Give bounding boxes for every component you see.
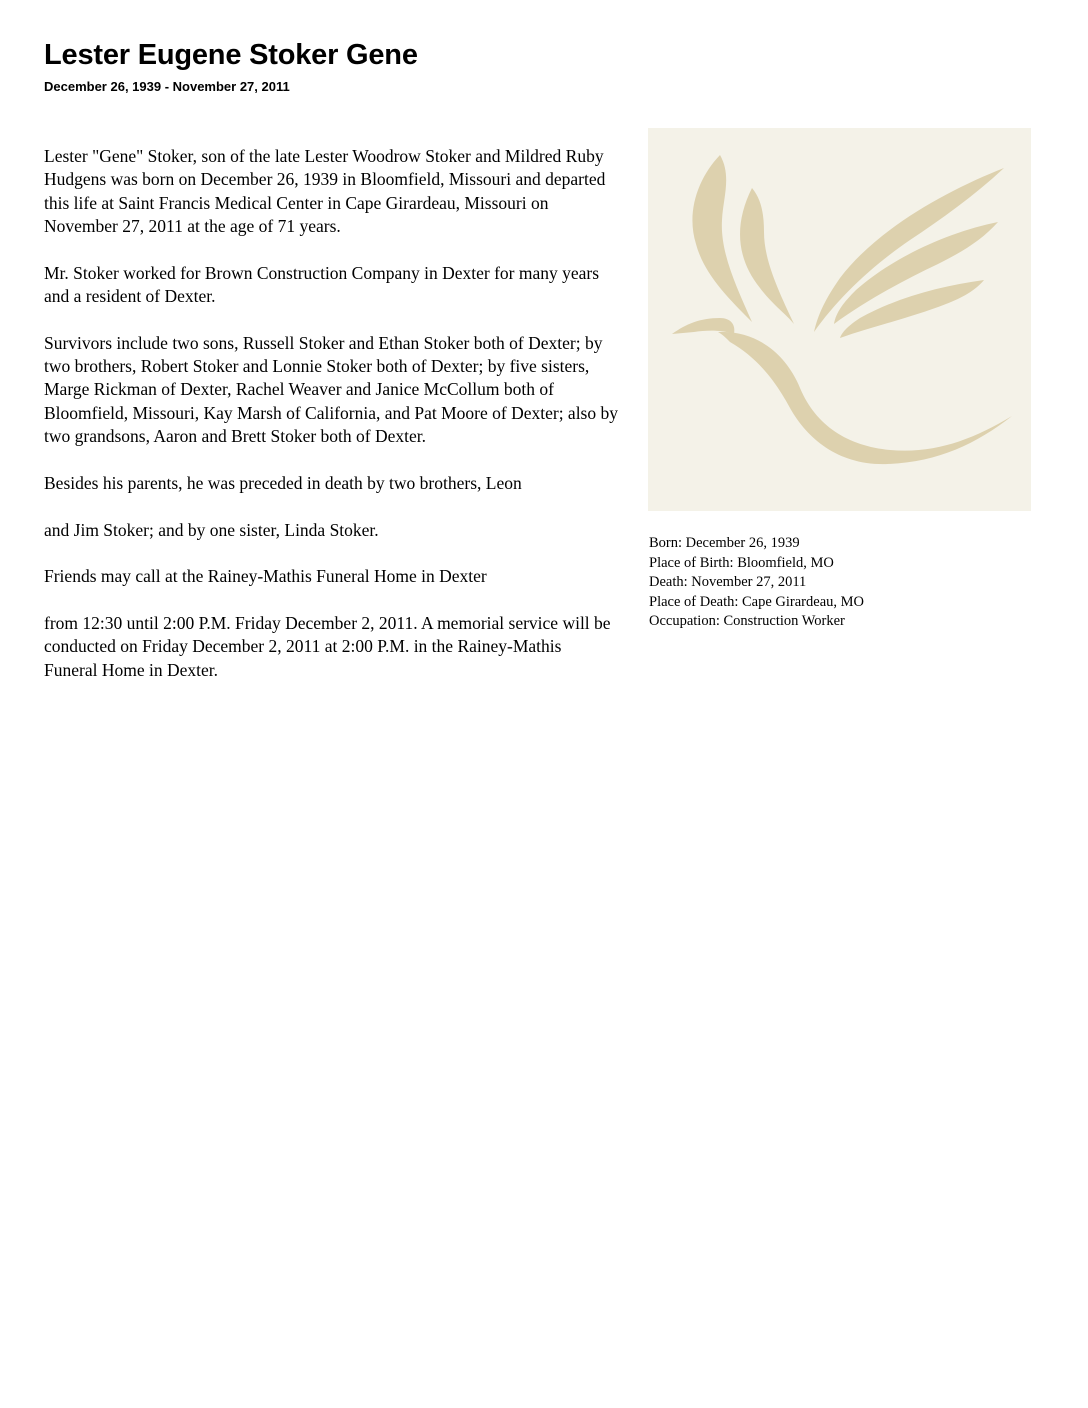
fact-death: Death: November 27, 2011 <box>649 574 807 591</box>
obituary-paragraph: from 12:30 until 2:00 P.M. Friday December 2, 2011. A memorial service will be conducted on Friday December 2, 2011 at 2:00 P.M. in the Rainey-Mathis Funeral Home in Dexter. <box>44 613 611 680</box>
life-dates: December 26, 1939 - November 27, 2011 <box>44 79 290 94</box>
fact-place-of-death: Place of Death: Cape Girardeau, MO <box>649 593 865 610</box>
obituary-paragraph: Survivors include two sons, Russell Stoker and Ethan Stoker both of Dexter; by two brothers, Robert Stoker and Lonnie Stoker both of Dexter; by five sisters, Marge Rickman of Dexter, Rachel Weaver and Janice McCollum both of Bloomfield, Missouri, Kay Marsh of California, and Pat Moore of Dexter; also by two grandsons, Aaron and Brett Stoker both of Dexter. <box>44 332 618 446</box>
obituary-paragraph: Lester "Gene" Stoker, son of the late Lester Woodrow Stoker and Mildred Ruby Hudgens was born on December 26, 1939 in Bloomfield, Missouri and departed this life at Saint Francis Medical Center in Cape Girardeau, Missouri on November 27, 2011 at the age of 71 years. <box>44 146 606 236</box>
dove-icon <box>648 128 1031 511</box>
fact-place-of-birth: Place of Birth: Bloomfield, MO <box>649 554 834 571</box>
obituary-text <box>44 145 619 706</box>
dove-image <box>648 128 1031 511</box>
fact-occupation: Occupation: Construction Worker <box>649 613 845 630</box>
obituary-paragraph: Friends may call at the Rainey-Mathis Funeral Home in Dexter <box>44 566 487 587</box>
fact-born: Born: December 26, 1939 <box>649 535 800 551</box>
fact-list <box>649 534 864 632</box>
obituary-paragraph: Mr. Stoker worked for Brown Construction Company in Dexter for many years and a resident of Dexter. <box>44 262 600 306</box>
obituary-paragraph: Besides his parents, he was preceded in death by two brothers, Leon <box>44 472 522 493</box>
obituary-paragraph: and Jim Stoker; and by one sister, Linda Stoker. <box>44 519 379 540</box>
page-title: Lester Eugene Stoker Gene <box>44 39 418 71</box>
